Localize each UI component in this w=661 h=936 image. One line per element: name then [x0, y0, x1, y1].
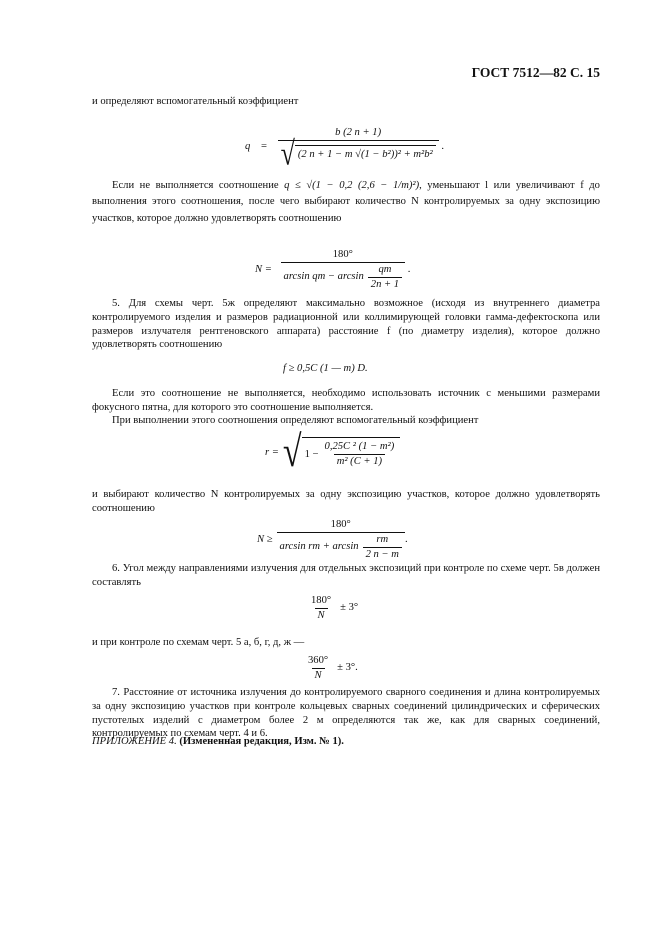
paragraph-8: и выбирают количество N контролируемых за одну экспозицию участков, которое должно удовлетворять соотношению	[92, 489, 600, 514]
paragraph-6: Если это соотношение не выполняется, необходимо использовать источник с меньшими размерами фокусного пятна, для которого это соотношение выполняется.	[92, 388, 600, 413]
paragraph-10: и при контроле по схемам черт. 5 а, б, г, д, ж —	[92, 637, 305, 648]
paragraph-11: 7. Расстояние от источника излучения до контролируемого сварного соединения и длина контролируемых за одну экспозицию участков при контроле кольцевых сварных соединений цилиндрических и сферических пустотелых изделий с диаметром более 2 м определяются так же, как для сварных соединений, контролируемых по схемам черт. 4 и 6.	[92, 687, 600, 740]
equation-f: f ≥ 0,5C (1 — m) D.	[283, 363, 368, 374]
page-header: ГОСТ 7512—82 С. 15	[471, 65, 600, 80]
paragraph-5: 5. Для схемы черт. 5ж определяют максимально возможное (исходя из внутреннего диаметра контролируемого изделия и размеров радиационной или коллимирующей головки гамма-дефектоскопа или размеров излучателя рентгеновского аппарата) расстояние f (по диаметру изделия), которое должно удовлетворять соотношению	[92, 298, 600, 351]
equation-angle-1: $\frac{180^\circ}{N}$ ± 3°	[311, 595, 359, 621]
eq-q-fraction	[278, 126, 439, 172]
eq-q-sign: =	[260, 140, 267, 152]
eq-q-numerator: b (2 n + 1)	[335, 127, 382, 138]
equation-N2: N ≥ 180° arcsin rm + arcsin $\frac{rm}{2 n - m}$ .	[257, 519, 408, 560]
paragraph-intro: и определяют вспомогательный коэффициент	[92, 96, 299, 107]
equation-angle-2: $\frac{360^\circ}{N}$ ± 3°.	[308, 655, 358, 681]
paragraph-7: При выполнении этого соотношения определяют вспомогательный коэффициент	[112, 415, 479, 426]
paragraph-condition: Если не выполняется соотношение q ≤ √(1 − 0,2 (2,6 − 1/m)²), уменьшают l или увеличивают f до выполнения этого соотношения, после чего выбирают количество N контролируемых за одну экспозицию участков, которое должно удовлетворять соотношению	[92, 180, 600, 224]
equation-q: q = b (2 n + 1) √ (2 n + 1 − m √(1 − b²))² + m²b² .	[245, 127, 444, 172]
equation-N1: N = 180° arcsin qm − arcsin $\frac{qm}{2n + 1}$ .	[255, 249, 411, 290]
equation-r: r = √ 1 − $\frac{\text{0,25C ² (1 − m²)}}{\text{m² (C + 1)}}$	[265, 436, 400, 470]
appendix-note: ПРИЛОЖЕНИЕ 4. (Измененная редакция, Изм. № 1).	[92, 736, 344, 747]
eq-q-denominator: √ (2 n + 1 − m √(1 − b²))² + m²b²	[278, 140, 439, 167]
sqrt-icon: √	[280, 134, 295, 172]
eq-q-lhs: q	[245, 140, 251, 152]
sqrt-icon: √	[282, 428, 302, 477]
condition-inequality: q ≤ √(1 − 0,2 (2,6 − 1/m)²)	[284, 180, 420, 191]
paragraph-9: 6. Угол между направлениями излучения для отдельных экспозиций при контроле по схеме черт. 5в должен составлять	[92, 563, 600, 588]
